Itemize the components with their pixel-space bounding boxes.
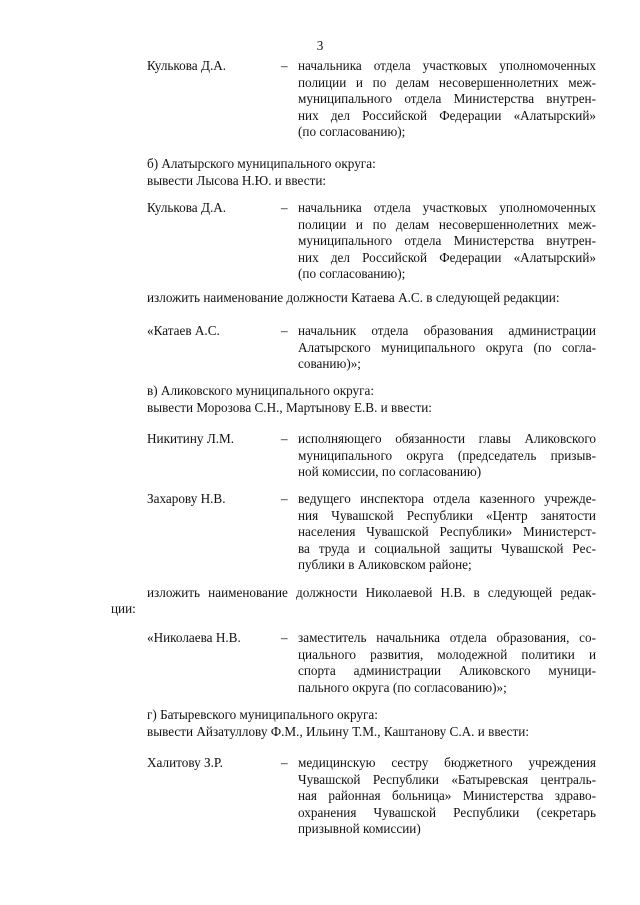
entry-dash: – xyxy=(281,323,288,338)
description-line: охранения Чувашской Республики (секретарь xyxy=(298,804,596,820)
description-line: сованию)»; xyxy=(298,356,361,371)
entry-name: Кулькова Д.А. xyxy=(147,200,227,215)
description-line: начальника отдела участковых уполномоченных xyxy=(298,58,596,73)
description-line: публики в Аликовском районе; xyxy=(298,557,472,572)
description-line: (по согласованию); xyxy=(298,266,406,281)
description-line: них дел Российской Федерации «Алатырский» xyxy=(298,107,596,123)
entry-dash: – xyxy=(281,630,288,645)
entry-dash: – xyxy=(281,200,288,215)
description-line: начальник отдела образования администрации xyxy=(298,323,596,338)
entry-description xyxy=(298,323,596,373)
entry-description xyxy=(298,58,596,141)
description-line: исполняющего обязанности главы Аликовского xyxy=(298,431,596,446)
description-line: призывной комиссии) xyxy=(298,821,421,836)
description-line: ной комиссии, по согласованию) xyxy=(298,464,482,479)
entry-name: Захарову Н.В. xyxy=(147,491,226,506)
entry-name: «Катаев А.С. xyxy=(147,323,220,338)
entry-dash: – xyxy=(281,755,288,770)
description-line: полиции и по делам несовершеннолетних меж- xyxy=(298,74,596,90)
description-line: заместитель начальника отдела образования, со- xyxy=(298,630,596,645)
entry-name: «Николаева Н.В. xyxy=(147,630,241,645)
paragraph-nikolaeva-change-continuation: ции: xyxy=(111,601,136,616)
description-line: ведущего инспектора отдела казенного учрежде- xyxy=(298,491,596,506)
entry-description xyxy=(298,200,596,283)
section-heading-b xyxy=(147,156,376,189)
entry-description xyxy=(298,431,596,481)
paragraph-nikolaeva-change: изложить наименование должности Николаевой Н.В. в следующей редак- xyxy=(147,585,596,600)
description-line: муниципального отдела Министерства внутрен- xyxy=(298,91,596,106)
paragraph-line: в) Аликовского муниципального округа: xyxy=(147,383,375,398)
description-line: циального развития, молодежной политики и xyxy=(298,646,596,662)
description-line: пального округа (по согласованию)»; xyxy=(298,679,507,695)
page-number: 3 xyxy=(316,38,324,53)
description-line: муниципального отдела Министерства внутрен- xyxy=(298,233,596,248)
description-line: начальника отдела участковых уполномоченных xyxy=(298,200,596,215)
section-heading-v xyxy=(147,383,432,416)
description-line: ва труда и социальной защиты Чувашской Рес- xyxy=(298,540,596,556)
description-line: спорта администрации Аликовского муници- xyxy=(298,663,596,678)
paragraph-line: г) Батыревского муниципального округа: xyxy=(147,707,378,722)
description-line: полиции и по делам несовершеннолетних меж- xyxy=(298,216,596,232)
description-line: Алатырского муниципального округа (по согла- xyxy=(298,339,596,355)
entry-name: Кулькова Д.А. xyxy=(147,58,227,73)
entry-description xyxy=(298,491,596,574)
section-heading-g xyxy=(147,707,529,740)
description-line: них дел Российской Федерации «Алатырский» xyxy=(298,249,596,265)
paragraph-line: вывести Лысова Н.Ю. и ввести: xyxy=(147,172,327,188)
entry-name: Халитову З.Р. xyxy=(147,755,223,770)
entry-name: Никитину Л.М. xyxy=(147,431,235,446)
description-line: Чувашской Республики «Батыревская централь- xyxy=(298,771,596,787)
entry-description xyxy=(298,630,596,696)
description-line: медицинскую сестру бюджетного учреждения xyxy=(298,755,596,770)
description-line: муниципального округа (председатель призыв- xyxy=(298,447,596,463)
description-line: ная районная больница» Министерства здраво- xyxy=(298,788,596,803)
description-line: ния Чувашской Республики «Центр занятости xyxy=(298,507,596,523)
entry-description xyxy=(298,755,596,838)
paragraph-katayev-change: изложить наименование должности Катаева А.С. в следующей редакции: xyxy=(147,290,560,305)
description-line: населения Чувашской Республики» Министерст- xyxy=(298,524,596,539)
description-line: (по согласованию); xyxy=(298,124,406,139)
paragraph-line: вывести Морозова С.Н., Мартынову Е.В. и ввести: xyxy=(147,399,432,415)
entry-dash: – xyxy=(281,491,288,506)
entry-dash: – xyxy=(281,431,288,446)
paragraph-line: вывести Айзатуллову Ф.М., Ильину Т.М., Каштанову С.А. и ввести: xyxy=(147,723,530,739)
entry-dash: – xyxy=(281,58,288,73)
paragraph-line: б) Алатырского муниципального округа: xyxy=(147,156,376,171)
